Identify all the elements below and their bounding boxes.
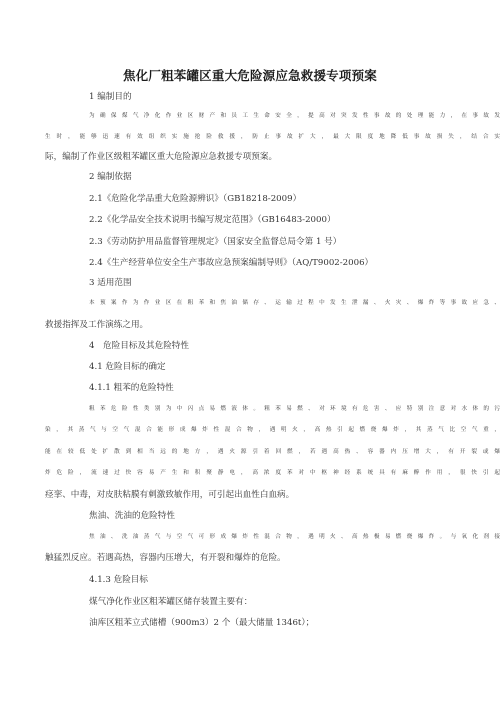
subsection-heading: 焦油、洗油的危险特性 [89, 511, 175, 521]
paragraph-line: 焦油、洗油蒸气与空气可形成爆炸性混合物，遇明火、高热极易燃烧爆炸。与氧化剂接 [89, 534, 500, 540]
subsection-heading: 4.1 危险目标的确定 [89, 362, 166, 372]
paragraph-line: 本预案作为作业区在粗苯和焦油储存、运输过程中发生泄漏、火灾、爆炸等事故应急、 [89, 300, 500, 306]
paragraph-line: 煤气净化作业区粗苯罐区储存装置主要有： [89, 597, 253, 607]
section-heading-1: 1 编制目的 [89, 92, 132, 102]
section-heading-4: 4 危险目标及其危险特性 [89, 341, 189, 351]
paragraph-line: 痉挛、中毒，对皮肤粘膜有刺激致敏作用，可引起出血性白血病。 [45, 490, 295, 500]
reference-item: 2.3《劳动防护用品监督管理规定》（国家安全监督总局令第 1 号） [89, 237, 342, 247]
paragraph-line: 油库区粗苯立式储槽（900m3）2 个（最大储量 1346t）； [89, 618, 315, 628]
paragraph-line: 染，其蒸气与空气混合能形成爆炸性混合物，遇明火，高热引起燃烧爆炸，其蒸气比空气重， [45, 427, 500, 433]
paragraph-line: 际，编制了作业区级粗苯罐区重大危险源应急救援专项预案。 [45, 152, 278, 162]
subsection-heading: 4.1.1 粗苯的危险特性 [89, 383, 174, 393]
section-heading-3: 3 适用范围 [89, 278, 132, 288]
paragraph-line: 救援指挥及工作演练之用。 [45, 320, 149, 330]
paragraph-line: 为确保煤气净化作业区财产和员工生命安全，提高对突发性事故的处理能力，在事故发 [89, 113, 500, 119]
paragraph-line: 炸危险，流速过快容易产生和积聚静电，高浓度苯对中枢神经系统具有麻醉作用，很快引起 [45, 470, 500, 476]
reference-item: 2.1《危险化学品重大危险源辨识》（GB18218-2009） [89, 194, 302, 204]
subsection-heading: 4.1.3 危险目标 [89, 575, 148, 585]
reference-item: 2.4《生产经营单位安全生产事故应急预案编制导则》（AQ/T9002-2006） [89, 258, 374, 268]
document-title: 焦化厂粗苯罐区重大危险源应急救援专项预案 [122, 68, 377, 83]
paragraph-line: 粗苯危险性类别为中闪点易燃液体。粗苯易燃、对环境有危害、应特别注意对水体的污 [89, 406, 500, 412]
paragraph-line: 生时，能够迅速有效组织实施抢险救援，防止事故扩大，最大限度地降低事故损失，结合实 [45, 134, 500, 140]
paragraph-line: 能在较低处扩散到相当远的地方，遇火源引着回燃，若遇高热、容器内压增大，有开裂或爆 [45, 449, 500, 455]
paragraph-line: 触猛烈反应。若遇高热，容器内压增大，有开裂和爆炸的危险。 [45, 553, 286, 563]
section-heading-2: 2 编制依据 [89, 172, 132, 182]
reference-item: 2.2《化学品安全技术说明书编写规定范围》（GB16483-2000） [89, 215, 336, 225]
